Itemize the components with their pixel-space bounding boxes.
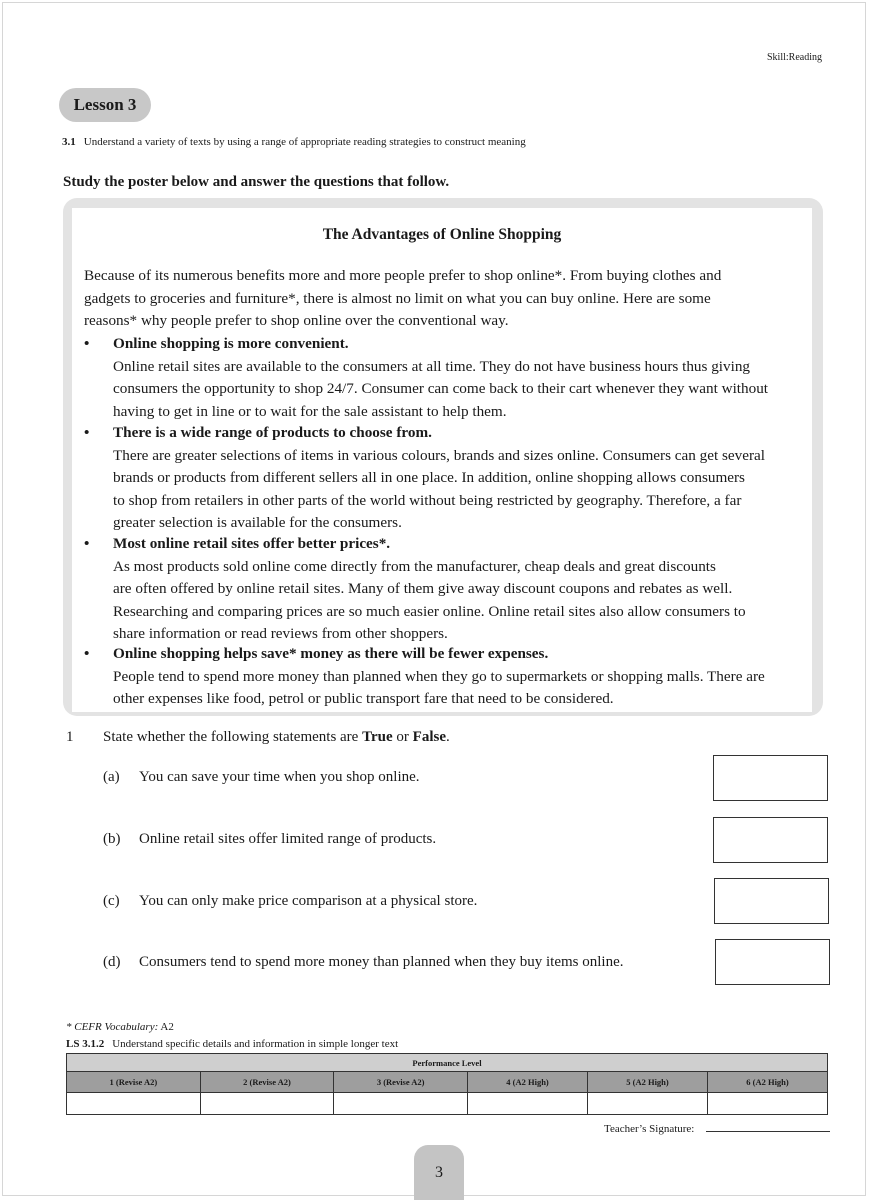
level-cell[interactable] bbox=[468, 1093, 588, 1115]
bullet-line: to shop from retailers in other parts of the world without being restricted by geography. Therefore, a far bbox=[113, 491, 742, 509]
bullet-line: Researching and comparing prices are so much easier online. Online retail sites also allow consumers to bbox=[113, 602, 746, 620]
learning-standard bbox=[62, 136, 526, 148]
question-number: 1 bbox=[66, 729, 74, 745]
bullet-line: having to get in line or to wait for the sale assistant to help them. bbox=[113, 402, 507, 420]
or-word: or bbox=[392, 729, 413, 745]
statement-text: Online retail sites offer limited range of products. bbox=[139, 831, 437, 847]
statement-label: (c) bbox=[103, 893, 120, 909]
level-cell[interactable] bbox=[67, 1093, 201, 1115]
bullet-heading: Online shopping is more convenient. bbox=[113, 335, 349, 352]
bullet-line: greater selection is available for the consumers. bbox=[113, 514, 402, 531]
cefr-label: * CEFR Vocabulary: bbox=[66, 1021, 159, 1033]
bullet-icon: • bbox=[84, 645, 90, 662]
bullet-line: As most products sold online come directly from the manufacturer, cheap deals and great discounts bbox=[113, 557, 716, 575]
bullet-line: other expenses like food, petrol or public transport fare that need to be considered. bbox=[113, 690, 614, 707]
statement-text: You can save your time when you shop online. bbox=[139, 769, 420, 785]
stem-prefix: State whether the following statements are bbox=[103, 729, 363, 745]
cefr-note bbox=[66, 1021, 174, 1033]
bullet-heading: There is a wide range of products to choose from. bbox=[113, 424, 432, 441]
statement-d bbox=[103, 954, 624, 971]
level-header: 3 (Revise A2) bbox=[334, 1072, 468, 1093]
level-header: 4 (A2 High) bbox=[468, 1072, 588, 1093]
skill-label: Skill:Reading bbox=[767, 52, 822, 63]
level-cell[interactable] bbox=[334, 1093, 468, 1115]
bullet-body bbox=[113, 356, 810, 424]
standard-text: Understand a variety of texts by using a range of appropriate reading strategies to construct meaning bbox=[83, 136, 526, 148]
bullet-heading: Online shopping helps save* money as there will be fewer expenses. bbox=[113, 645, 549, 662]
statement-c bbox=[103, 893, 477, 910]
bullet-line: are often offered by online retail sites. Many of them give away discount coupons and rebates as well. bbox=[113, 580, 733, 597]
bullet-body bbox=[113, 666, 810, 711]
statement-label: (a) bbox=[103, 769, 120, 785]
intro-line: gadgets to groceries and furniture*, there is almost no limit on what you can buy online. Here are some bbox=[84, 289, 711, 307]
answer-box-b[interactable] bbox=[713, 817, 828, 863]
false-word: False bbox=[412, 729, 446, 745]
bullet-line: share information or read reviews from other shoppers. bbox=[113, 625, 448, 642]
statement-b bbox=[103, 831, 436, 848]
statement-label: (d) bbox=[103, 954, 121, 970]
signature-label: Teacher’s Signature: bbox=[604, 1123, 695, 1135]
bullet-icon: • bbox=[84, 424, 90, 441]
bullet-body bbox=[113, 445, 810, 535]
level-cell[interactable] bbox=[707, 1093, 827, 1115]
bullet-icon: • bbox=[84, 335, 90, 352]
bullet-line: There are greater selections of items in various colours, brands and sizes online. Consumers can get several bbox=[113, 446, 766, 464]
standard-code: 3.1 bbox=[62, 136, 76, 148]
bullet-heading: Most online retail sites offer better prices*. bbox=[113, 535, 391, 552]
bullet-icon: • bbox=[84, 535, 90, 552]
true-word: True bbox=[362, 729, 393, 745]
level-cell[interactable] bbox=[200, 1093, 334, 1115]
bullet-line: People tend to spend more money than planned when they go to supermarkets or shopping malls. There are bbox=[113, 667, 765, 685]
answer-box-c[interactable] bbox=[714, 878, 829, 924]
bullet-line: brands or products from different sellers all in one place. In addition, online shopping allows consumers bbox=[113, 469, 745, 486]
bullet-line: Online retail sites are available to the consumers at all time. They do not have business hours thus giving bbox=[113, 357, 751, 375]
performance-title: Performance Level bbox=[67, 1054, 828, 1072]
poster-intro bbox=[84, 265, 810, 333]
poster-title: The Advantages of Online Shopping bbox=[322, 226, 562, 243]
instruction: Study the poster below and answer the questions that follow. bbox=[63, 174, 450, 190]
cefr-level: A2 bbox=[158, 1021, 174, 1033]
level-header: 6 (A2 High) bbox=[707, 1072, 827, 1093]
intro-line: reasons* why people prefer to shop online over the conventional way. bbox=[84, 312, 509, 329]
answer-box-d[interactable] bbox=[715, 939, 830, 985]
level-header: 2 (Revise A2) bbox=[200, 1072, 334, 1093]
answer-box-a[interactable] bbox=[713, 755, 828, 801]
level-header: 5 (A2 High) bbox=[588, 1072, 708, 1093]
ls-text: Understand specific details and information in simple longer text bbox=[112, 1038, 399, 1050]
statement-label: (b) bbox=[103, 831, 121, 847]
intro-line: Because of its numerous benefits more and more people prefer to shop online*. From buying clothes and bbox=[84, 267, 722, 284]
statement-a bbox=[103, 769, 420, 786]
statement-text: You can only make price comparison at a physical store. bbox=[139, 893, 478, 909]
question-stem bbox=[103, 729, 450, 746]
stem-suffix: . bbox=[445, 729, 450, 745]
bullet-body bbox=[113, 556, 810, 646]
statement-text: Consumers tend to spend more money than planned when they buy items online. bbox=[139, 954, 624, 970]
performance-table bbox=[66, 1053, 828, 1115]
ls-code: LS 3.1.2 bbox=[66, 1038, 105, 1050]
signature-line[interactable] bbox=[706, 1131, 830, 1132]
level-cell[interactable] bbox=[588, 1093, 708, 1115]
ls-standard bbox=[66, 1038, 398, 1050]
lesson-badge: Lesson 3 bbox=[59, 88, 151, 122]
bullet-line: consumers the opportunity to shop 24/7. Consumer can come back to their cart whenever they want without bbox=[113, 380, 769, 397]
level-header: 1 (Revise A2) bbox=[67, 1072, 201, 1093]
page-number: 3 bbox=[435, 1164, 443, 1181]
